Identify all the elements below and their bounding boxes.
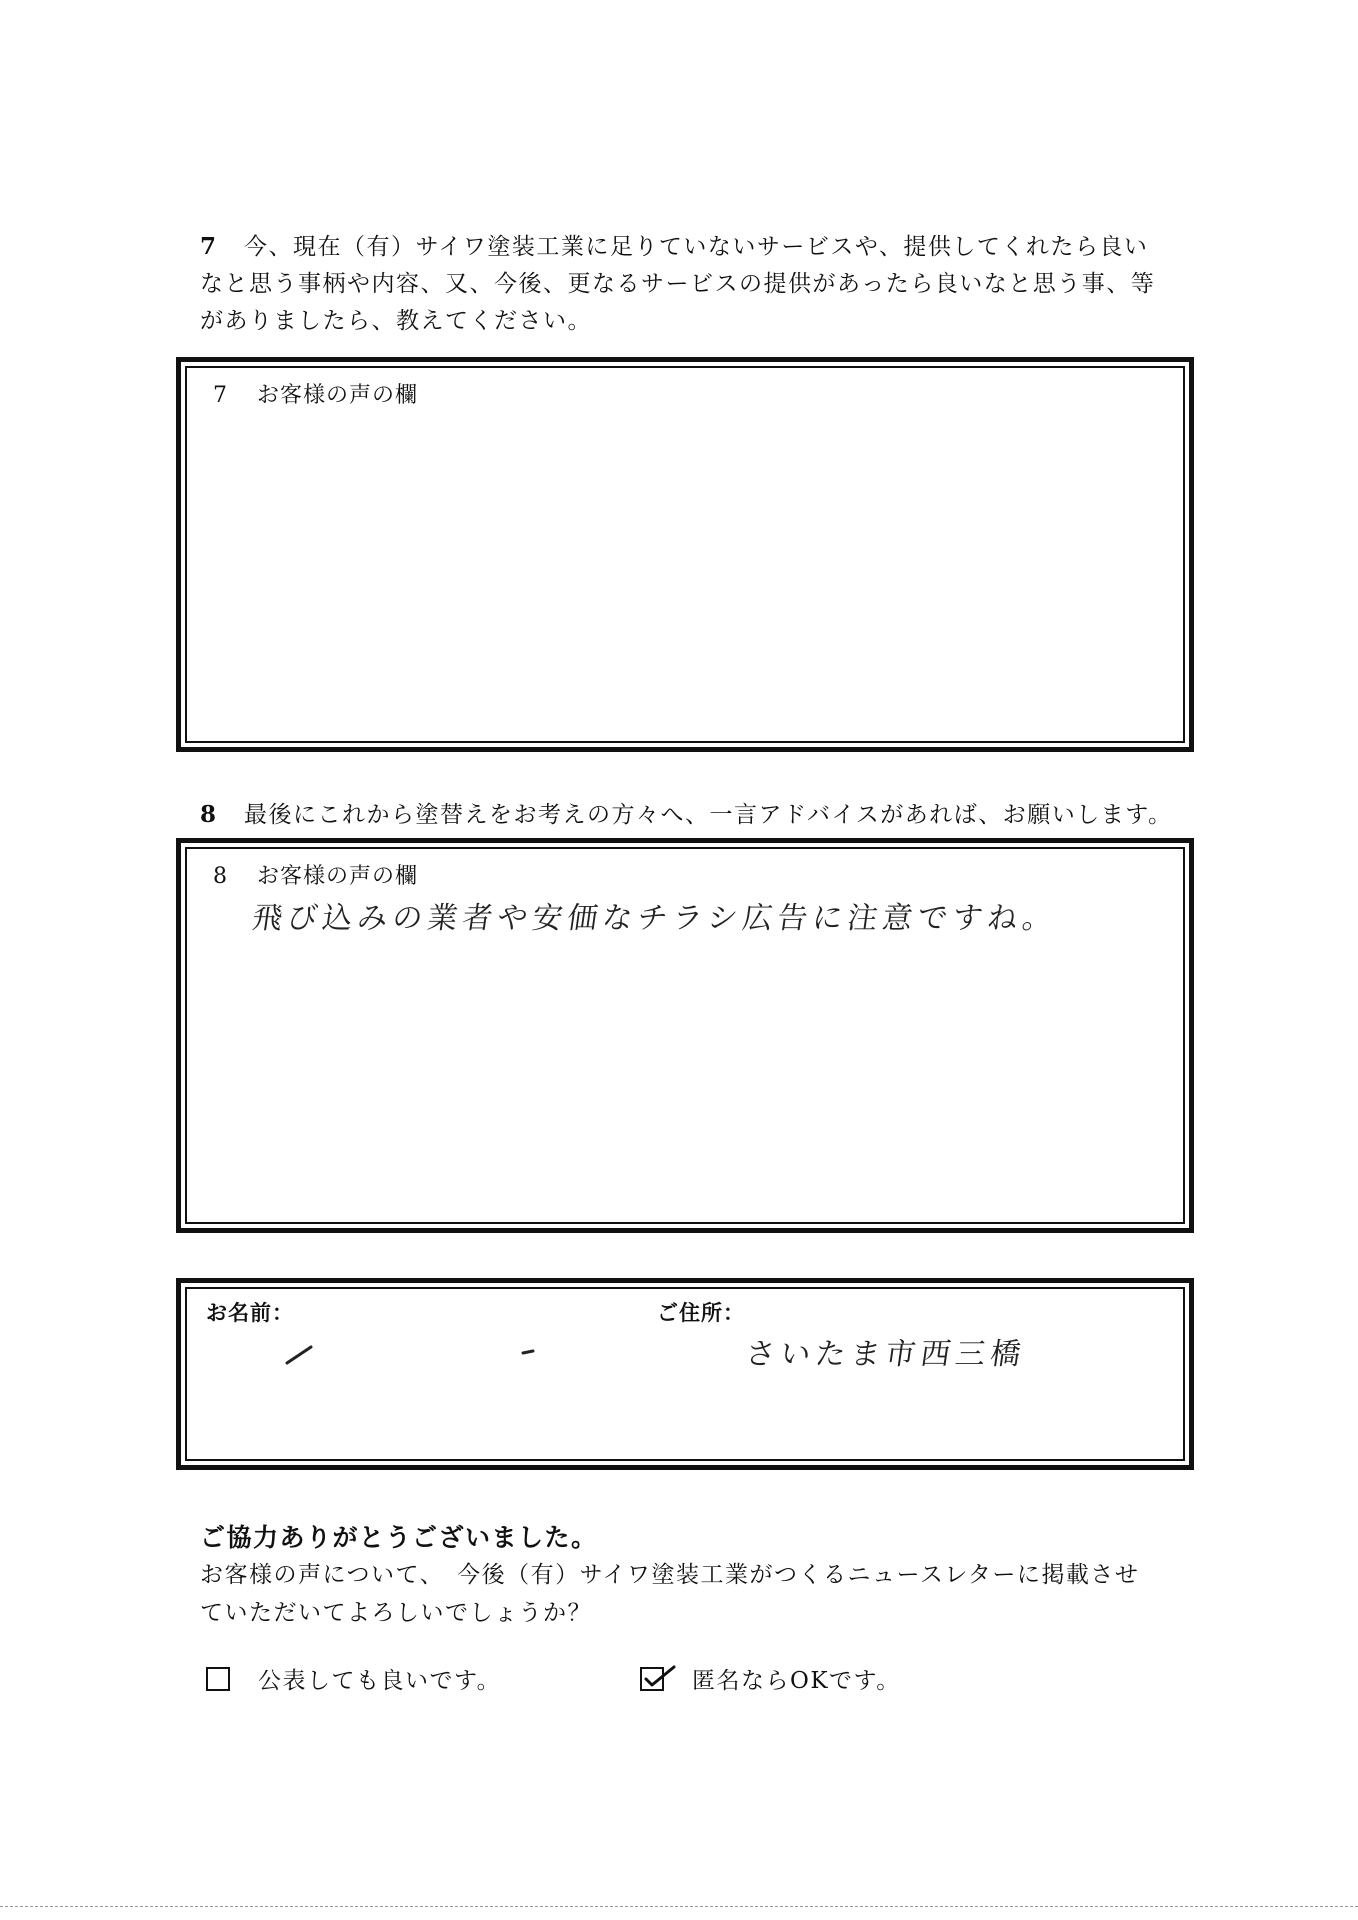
ink-dot-icon bbox=[521, 1347, 541, 1359]
answer-box-7-label: 7 お客様の声の欄 bbox=[213, 383, 419, 408]
answer-box-8-label: 8 お客様の声の欄 bbox=[213, 864, 419, 889]
option-anonymous-label: 匿名ならOKです。 bbox=[692, 1668, 901, 1694]
option-public-label: 公表しても良いです。 bbox=[258, 1668, 502, 1694]
address-handwritten-value[interactable]: さいたま市西三橋 bbox=[743, 1337, 1028, 1372]
checkmark-icon bbox=[640, 1659, 680, 1695]
answer-box-7[interactable] bbox=[176, 357, 1194, 752]
contact-info-box bbox=[176, 1278, 1194, 1470]
closing-line-2: ていただいてよろしいでしょうか？ bbox=[200, 1600, 592, 1626]
question-7-text-line-2: なと思う事柄や内容、又、今後、更なるサービスの提供があったら良いなと思う事、等 bbox=[200, 271, 1156, 297]
option-anonymous[interactable] bbox=[640, 1662, 901, 1695]
question-8 bbox=[200, 796, 1200, 834]
checkbox-public[interactable] bbox=[206, 1667, 230, 1691]
name-label: お名前： bbox=[206, 1302, 294, 1325]
question-7-text-line-3: がありましたら、教えてください。 bbox=[200, 308, 592, 334]
question-8-number: 8 bbox=[200, 801, 218, 828]
pen-mark-icon bbox=[281, 1339, 321, 1369]
question-8-text: 最後にこれから塗替えをお考えの方々へ、一言アドバイスがあれば、お願いします。 bbox=[244, 802, 1173, 828]
closing-line-1: お客様の声について、 今後（有）サイワ塗装工業がつくるニュースレターに掲載させ bbox=[200, 1562, 1140, 1588]
thanks-title: ご協力ありがとうございました。 bbox=[200, 1523, 598, 1552]
answer-box-8[interactable] bbox=[176, 838, 1194, 1233]
address-label: ご住所： bbox=[657, 1302, 745, 1325]
question-7-number: 7 bbox=[200, 233, 218, 260]
checkbox-anonymous[interactable] bbox=[640, 1667, 664, 1691]
question-7 bbox=[200, 228, 1200, 340]
page-bottom-edge bbox=[0, 1906, 1358, 1907]
option-public[interactable] bbox=[206, 1662, 501, 1695]
question-7-text-line-1: 今、現在（有）サイワ塗装工業に足りていないサービスや、提供してくれたら良い bbox=[244, 234, 1149, 260]
answer-8-handwritten-text: 飛び込みの業者や安価なチラシ広告に注意ですね。 bbox=[250, 901, 1060, 936]
